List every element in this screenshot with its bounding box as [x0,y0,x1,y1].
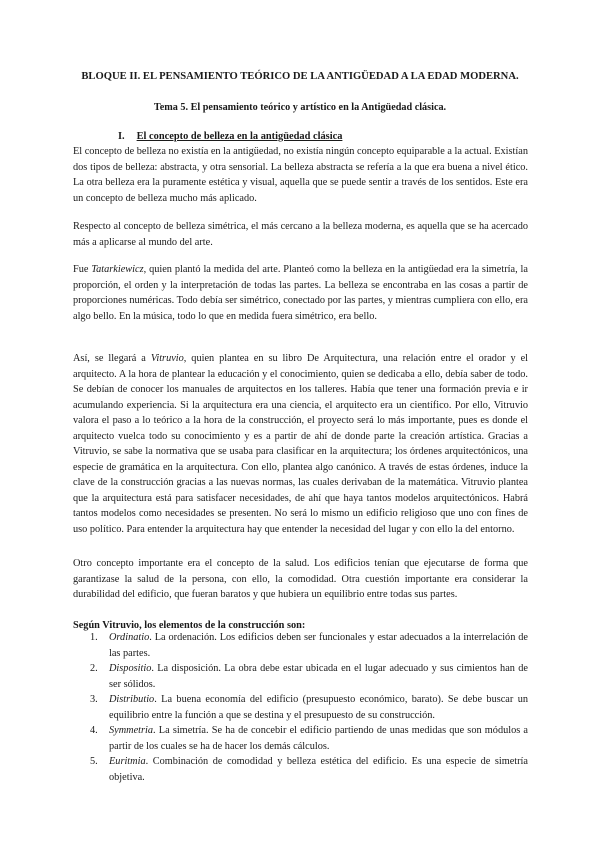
list-item-number: 1. [90,632,98,643]
list-item-number: 5. [90,756,98,767]
list-item-term: Symmetria [109,725,154,736]
elements-list-title: Según Vitruvio, los elementos de la construcción son: [73,620,306,631]
list-item [73,754,528,785]
author-name-tatarkiewicz: Tatarkiewicz [91,264,144,275]
list-item-term: Distributio [109,694,155,705]
section-number: I. [118,131,125,142]
paragraph-5: Otro concepto importante era el concepto de la salud. Los edificios tenían que ejecutarse de forma que garantizase la salud de la persona, con ello, la comodidad. Otra cuestión importante era considerar la durabilidad del edificio, que fueran baratos y que hubiera un equilibrio entre todas sus partes. [73,558,528,600]
list-item [73,692,528,723]
list-item-term: Euritmia [109,756,146,767]
list-item-term: Dispositio [109,663,152,674]
author-name-vitruvio: Vitruvio [150,353,184,364]
section-heading-text: El concepto de belleza en la antigüedad clásica [136,131,343,142]
list-item-description: . La buena economía del edificio (presupuesto económico, barato). Se debe buscar un equilibrio entre la función a que se destina y el presupuesto de su construcción. [109,694,528,721]
paragraph-3-body: , quien plantó la medida del arte. Planteó como la belleza en la antigüedad era la simetría, la proporción, el orden y la interpretación de todas las partes. La belleza se encontraba en las cosas a partir de proporciones numéricas. Todo debía ser simétrico, conectado por las partes, y mientras cumpliera con ello, era algo bello. En la música, todo lo que en medida fuera simétrico, era bello. [73,264,528,322]
document-title: BLOQUE II. EL PENSAMIENTO TEÓRICO DE LA ANTIGÜEDAD A LA EDAD MODERNA. [81,71,519,82]
list-item-description: . La simetría. Se ha de concebir el edificio partiendo de unas medidas que son módulos a partir de los cuales se ha de hacer los demás cálculos. [109,725,528,752]
list-item-number: 3. [90,694,98,705]
paragraph-4-lead: Así, se llegará a [73,353,151,364]
list-item [73,630,528,661]
list-item-description: . Combinación de comodidad y belleza estética del edificio. Es una especie de simetría objetiva. [109,756,528,783]
elements-list [73,630,528,785]
list-item-description: . La ordenación. Los edificios deben ser funcionales y estar adecuados a la interrelación de las partes. [109,632,528,659]
list-item-number: 4. [90,725,98,736]
paragraph-1: El concepto de belleza no existía en la antigüedad, no existía ningún concepto equiparable a la actual. Existían dos tipos de belleza: abstracta, y otra sensorial. La belleza abstracta se refería a la que era buena a nivel ético. La otra belleza era la puramente estética y visual, aquella que se puede sentir a través de los sentidos. Este era un concepto de belleza mucho más aplicado. [73,146,528,204]
paragraph-2: Respecto al concepto de belleza simétrica, el más cercano a la belleza moderna, es aquella que se ha acercado más a aplicarse al mundo del arte. [73,221,528,248]
list-item-term: Ordinatio [109,632,150,643]
list-item [73,661,528,692]
section-heading [118,130,342,143]
paragraph-3 [73,262,528,324]
document-subtitle: Tema 5. El pensamiento teórico y artístico en la Antigüedad clásica. [153,102,447,113]
list-item [73,723,528,754]
paragraph-4 [73,351,528,537]
paragraph-3-lead: Fue [73,264,92,275]
paragraph-4-body: , quien plantea en su libro De Arquitectura, una relación entre el orador y el arquitecto. A la hora de plantear la educación y el conocimiento, quien se dedicaba a ello, debía saber de todo. Se debían de conocer los manuales de arquitectos en los talleres. Había que tener una formación previa e ir acumulando experiencia. Si la arquitectura era una ciencia, el arquitecto era un científico. Por ello, Vitruvio valora el paso a lo teórico a la hora de la construcción, el proyecto será lo más importante, pues es donde el arquitecto vuelca todo su conocimiento y es a partir de ahí de donde parte la creación artística. Gracias a Vitruvio, se sabe la normativa que se usaba para clasificar en la arquitectura; los órdenes arquitectónicos, una especie de gramática en la arquitectura. Con ello, plantea algo canónico. A través de estas órdenes, induce la clave de la construcción gracias a las nuevas normas, las cuales derivaban de la matemática. Vitruvio plantea que la arquitectura está para satisfacer necesidades, de ahí que haya tantos modelos arquitectónicos. Habrá tantos modelos como necesidades se presenten. No será lo mismo un edificio religioso que uno con fines de uso político. Para entender la arquitectura hay que entender la necesidad del lugar y con ello la del entorno. [73,353,528,535]
list-item-number: 2. [90,663,98,674]
list-item-description: . La disposición. La obra debe estar ubicada en el lugar adecuado y sus cimientos han de ser sólidos. [109,663,528,690]
